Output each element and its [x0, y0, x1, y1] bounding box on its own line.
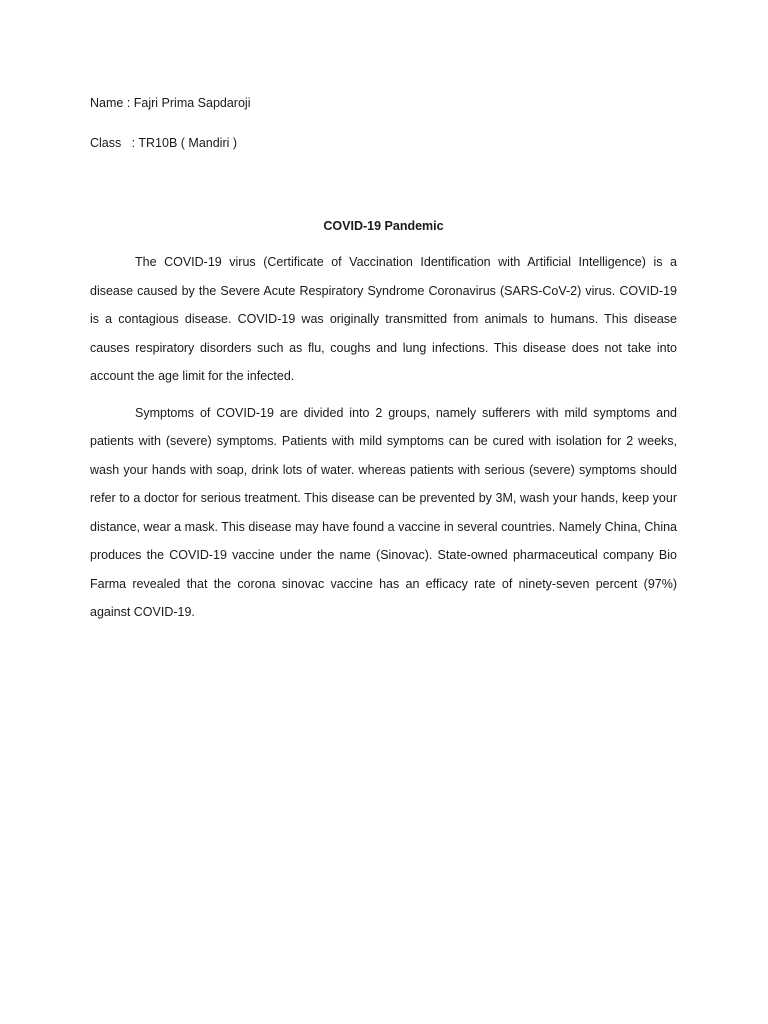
document-body	[90, 93, 677, 627]
student-class-line: Class : TR10B ( Mandiri )	[90, 136, 238, 150]
student-name-line: Name : Fajri Prima Sapdaroji	[90, 96, 251, 110]
paragraph-intro: The COVID-19 virus (Certificate of Vaccination Identification with Artificial Intelligence) is a disease caused by the Severe Acute Respiratory Syndrome Coronavirus (SARS-CoV-2) virus. COVID-19 is a contagious disease. COVID-19 was originally transmitted from animals to humans. This disease causes respiratory disorders such as flu, coughs and lung infections. This disease does not take into account the age limit for the infected.	[90, 255, 677, 383]
document-title: COVID-19 Pandemic	[323, 219, 444, 233]
paragraph-symptoms: Symptoms of COVID-19 are divided into 2 groups, namely sufferers with mild symptoms and patients with (severe) symptoms. Patients with mild symptoms can be cured with isolation for 2 weeks, wash your hands with soap, drink lots of water. whereas patients with serious (severe) symptoms should refer to a doctor for serious treatment. This disease can be prevented by 3M, wash your hands, keep your distance, wear a mask. This disease may have found a vaccine in several countries. Namely China, China produces the COVID-19 vaccine under the name (Sinovac). State-owned pharmaceutical company Bio Farma revealed that the corona sinovac vaccine has an efficacy rate of ninety-seven percent (97%) against COVID-19.	[90, 405, 677, 619]
